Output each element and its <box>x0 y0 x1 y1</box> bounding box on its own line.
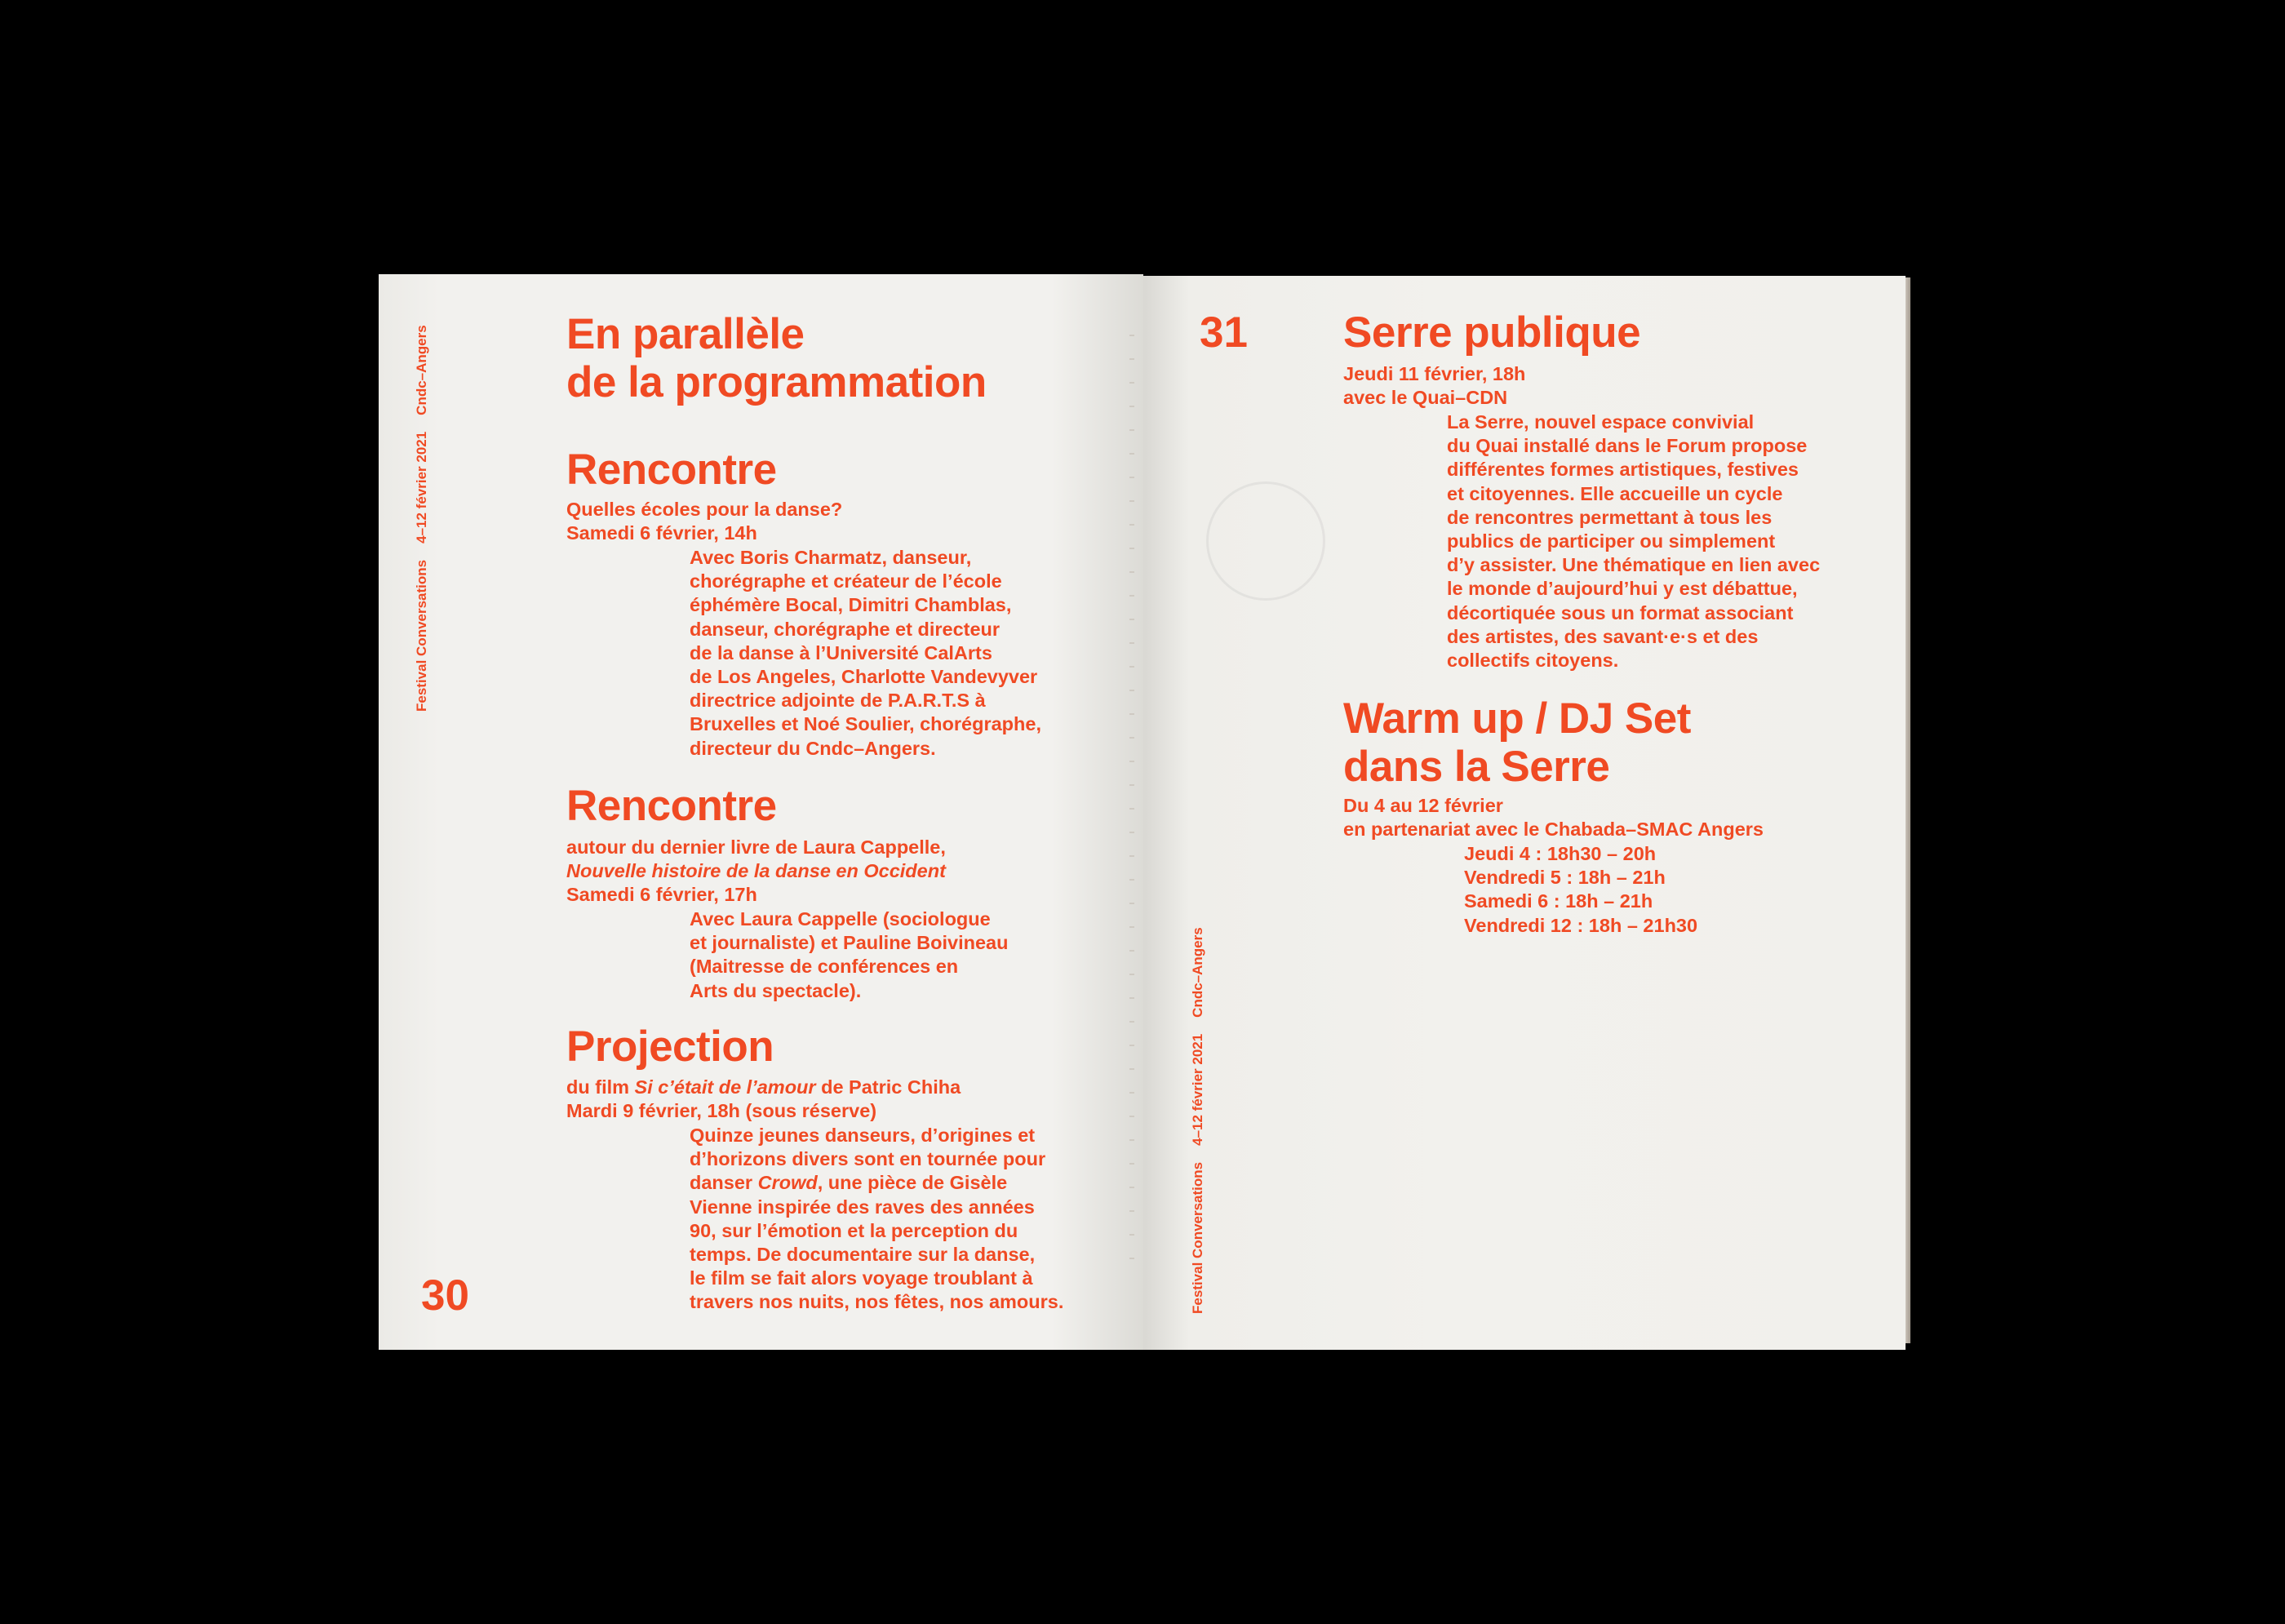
page-number-left: 30 <box>421 1271 469 1320</box>
warmup-heading-line2: dans la Serre <box>1343 743 1610 791</box>
rencontre-2-sub <box>566 836 946 907</box>
body-line: travers nos nuits, nos fêtes, nos amours. <box>690 1291 1064 1313</box>
body-line: et journaliste) et Pauline Boivineau <box>690 932 1009 954</box>
page-title-line1: En parallèle <box>566 310 805 358</box>
projection-sub <box>566 1076 961 1123</box>
showthrough-circle <box>1206 481 1325 601</box>
rencontre-1-date: Samedi 6 février, 14h <box>566 522 757 544</box>
body-line: du Quai installé dans le Forum propose <box>1447 435 1808 457</box>
body-line: danser Crowd, une pièce de Gisèle <box>690 1172 1008 1194</box>
body-line: 90, sur l’émotion et la perception du <box>690 1219 1018 1241</box>
page-edge <box>1906 277 1910 1343</box>
warmup-schedule <box>1464 842 1697 938</box>
body-line: le film se fait alors voyage troublant à <box>690 1267 1033 1289</box>
warmup-dates: Du 4 au 12 février <box>1343 795 1503 816</box>
warmup-heading <box>1343 694 1691 791</box>
warmup-heading-line1: Warm up / DJ Set <box>1343 694 1691 743</box>
serre-sub <box>1343 362 1525 410</box>
running-header-right: Festival Conversations4–12 février 2021Cndc–Angers <box>1190 927 1205 1314</box>
page-title <box>566 310 987 406</box>
body-line: Avec Boris Charmatz, danseur, <box>690 547 972 568</box>
projection-heading: Projection <box>566 1023 774 1071</box>
body-line: publics de participer ou simplement <box>1447 530 1776 552</box>
body-line: de rencontres permettant à tous les <box>1447 506 1773 528</box>
body-line: Avec Laura Cappelle (sociologue <box>690 908 991 930</box>
projection-date: Mardi 9 février, 18h (sous réserve) <box>566 1100 877 1122</box>
body-line: le monde d’aujourd’hui y est débattue, <box>1447 578 1798 600</box>
projection-film-line: du film Si c’était de l’amour de Patric Chiha <box>566 1076 961 1098</box>
body-line: Quinze jeunes danseurs, d’origines et <box>690 1125 1036 1146</box>
body-line: d’horizons divers sont en tournée pour <box>690 1148 1046 1170</box>
body-line: chorégraphe et créateur de l’école <box>690 570 1002 592</box>
body-line: différentes formes artistiques, festives <box>1447 459 1799 481</box>
warmup-partner: en partenariat avec le Chabada–SMAC Angers <box>1343 819 1764 841</box>
rencontre-2-date: Samedi 6 février, 17h <box>566 884 757 906</box>
rencontre-1-sub <box>566 498 842 545</box>
rencontre-2-body <box>690 907 1008 1003</box>
body-line: et citoyennes. Elle accueille un cycle <box>1447 482 1783 504</box>
body-line: (Maitresse de conférences en <box>690 956 959 978</box>
spine-stitching <box>1129 335 1134 1273</box>
rencontre-1-sub-line: Quelles écoles pour la danse? <box>566 499 843 520</box>
rencontre-1-heading: Rencontre <box>566 446 777 494</box>
projection-body <box>690 1124 1063 1315</box>
serre-heading: Serre publique <box>1343 308 1641 357</box>
body-line: directeur du Cndc–Angers. <box>690 737 936 759</box>
body-line: de la danse à l’Université CalArts <box>690 641 992 663</box>
body-line: d’y assister. Une thématique en lien avec <box>1447 554 1821 576</box>
rencontre-1-body <box>690 546 1041 761</box>
body-line: Arts du spectacle). <box>690 979 862 1001</box>
serre-partner: avec le Quai–CDN <box>1343 387 1508 409</box>
body-line: de Los Angeles, Charlotte Vandevyver <box>690 666 1038 688</box>
body-line: éphémère Bocal, Dimitri Chamblas, <box>690 594 1012 616</box>
body-line: temps. De documentaire sur la danse, <box>690 1244 1036 1266</box>
schedule-item: Jeudi 4 : 18h30 – 20h <box>1464 843 1657 864</box>
body-line: La Serre, nouvel espace convivial <box>1447 411 1755 433</box>
schedule-item: Vendredi 12 : 18h – 21h30 <box>1464 914 1698 936</box>
serre-date: Jeudi 11 février, 18h <box>1343 363 1526 384</box>
body-line: décortiquée sous un format associant <box>1447 601 1794 623</box>
serre-body <box>1447 410 1820 672</box>
page-title-line2: de la programmation <box>566 358 987 406</box>
body-line: Vienne inspirée des raves des années <box>690 1196 1035 1218</box>
rencontre-2-book-title: Nouvelle histoire de la danse en Occident <box>566 860 946 882</box>
rencontre-2-sub-line: autour du dernier livre de Laura Cappelle, <box>566 836 946 858</box>
schedule-item: Samedi 6 : 18h – 21h <box>1464 890 1653 912</box>
body-line: collectifs citoyens. <box>1447 650 1619 672</box>
rencontre-2-heading: Rencontre <box>566 782 777 830</box>
running-header-left: Festival Conversations4–12 février 2021Cndc–Angers <box>414 325 429 712</box>
page-number-right: 31 <box>1200 308 1248 357</box>
schedule-item: Vendredi 5 : 18h – 21h <box>1464 867 1666 889</box>
body-line: Bruxelles et Noé Soulier, chorégraphe, <box>690 713 1041 735</box>
body-line: des artistes, des savant·e·s et des <box>1447 625 1759 647</box>
body-line: danseur, chorégraphe et directeur <box>690 618 1001 640</box>
body-line: directrice adjointe de P.A.R.T.S à <box>690 690 986 712</box>
warmup-sub <box>1343 794 1764 841</box>
